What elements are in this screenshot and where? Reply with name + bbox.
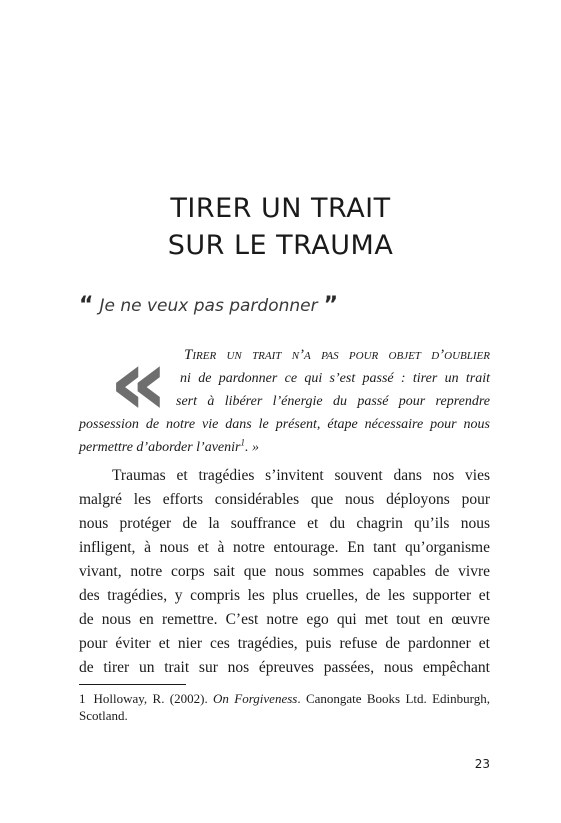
body-paragraph xyxy=(79,464,490,680)
chapter-title-line-2: SUR LE TRAUMA xyxy=(167,230,394,261)
open-quote-mark: “ xyxy=(79,293,94,318)
epigraph-line-2: ni de pardonner ce qui s’est passé : tirer un trait xyxy=(180,371,490,386)
subtitle-text: Je ne veux pas pardonner xyxy=(99,296,318,316)
footnote xyxy=(79,690,490,724)
guillemet-drop-cap: « xyxy=(109,329,161,436)
chapter-title xyxy=(0,190,561,264)
body-line: de tirer un trait sur nos épreuves passées, nous empêchant xyxy=(79,659,490,676)
footnote-line-1: 1 Holloway, R. (2002). On Forgiveness. Canongate Books Ltd. Edinburgh, xyxy=(79,691,490,706)
epigraph-line-3: sert à libérer l’énergie du passé pour reprendre xyxy=(176,394,490,409)
chapter-subtitle xyxy=(79,293,338,318)
epigraph-line-5: permettre d’aborder l’avenir$^1$. » xyxy=(79,437,259,455)
epigraph-continuation xyxy=(79,413,490,459)
chapter-title-line-1: TIRER UN TRAIT xyxy=(170,193,391,224)
footnote-line-2: Scotland. xyxy=(79,708,128,723)
body-line: pour éviter et nier ces tragédies, puis refuse de pardonner et xyxy=(79,635,490,652)
footnote-number: 1 xyxy=(79,691,86,706)
body-line: infligent, à nous et à notre entourage. En tant qu’organisme xyxy=(79,539,490,556)
epigraph-line-1: Tirer un trait n’a pas pour objet d’oublier xyxy=(184,347,490,363)
footnote-rule xyxy=(79,684,186,685)
body-line: malgré les efforts considérables que nous déployons pour xyxy=(79,491,490,508)
body-line: des tragédies, y compris les plus cruelles, de les supporter et xyxy=(79,587,490,604)
body-line: nous protéger de la souffrance et du chagrin qu’ils nous xyxy=(79,515,490,532)
epigraph-line-4: possession de notre vie dans le présent, étape nécessaire pour nous xyxy=(79,417,490,432)
footnote-ref: 1 xyxy=(240,437,245,448)
close-quote-mark: ” xyxy=(323,293,339,318)
footnote-book-title: On Forgiveness xyxy=(213,691,298,706)
body-line: vivant, notre corps sait que nous sommes capables de vivre xyxy=(79,563,490,580)
body-line: de nous en remettre. C’est notre ego qui met tout en œuvre xyxy=(79,611,490,628)
body-line: Traumas et tragédies s’invitent souvent dans nos vies xyxy=(112,467,490,484)
page-number: 23 xyxy=(474,757,490,771)
